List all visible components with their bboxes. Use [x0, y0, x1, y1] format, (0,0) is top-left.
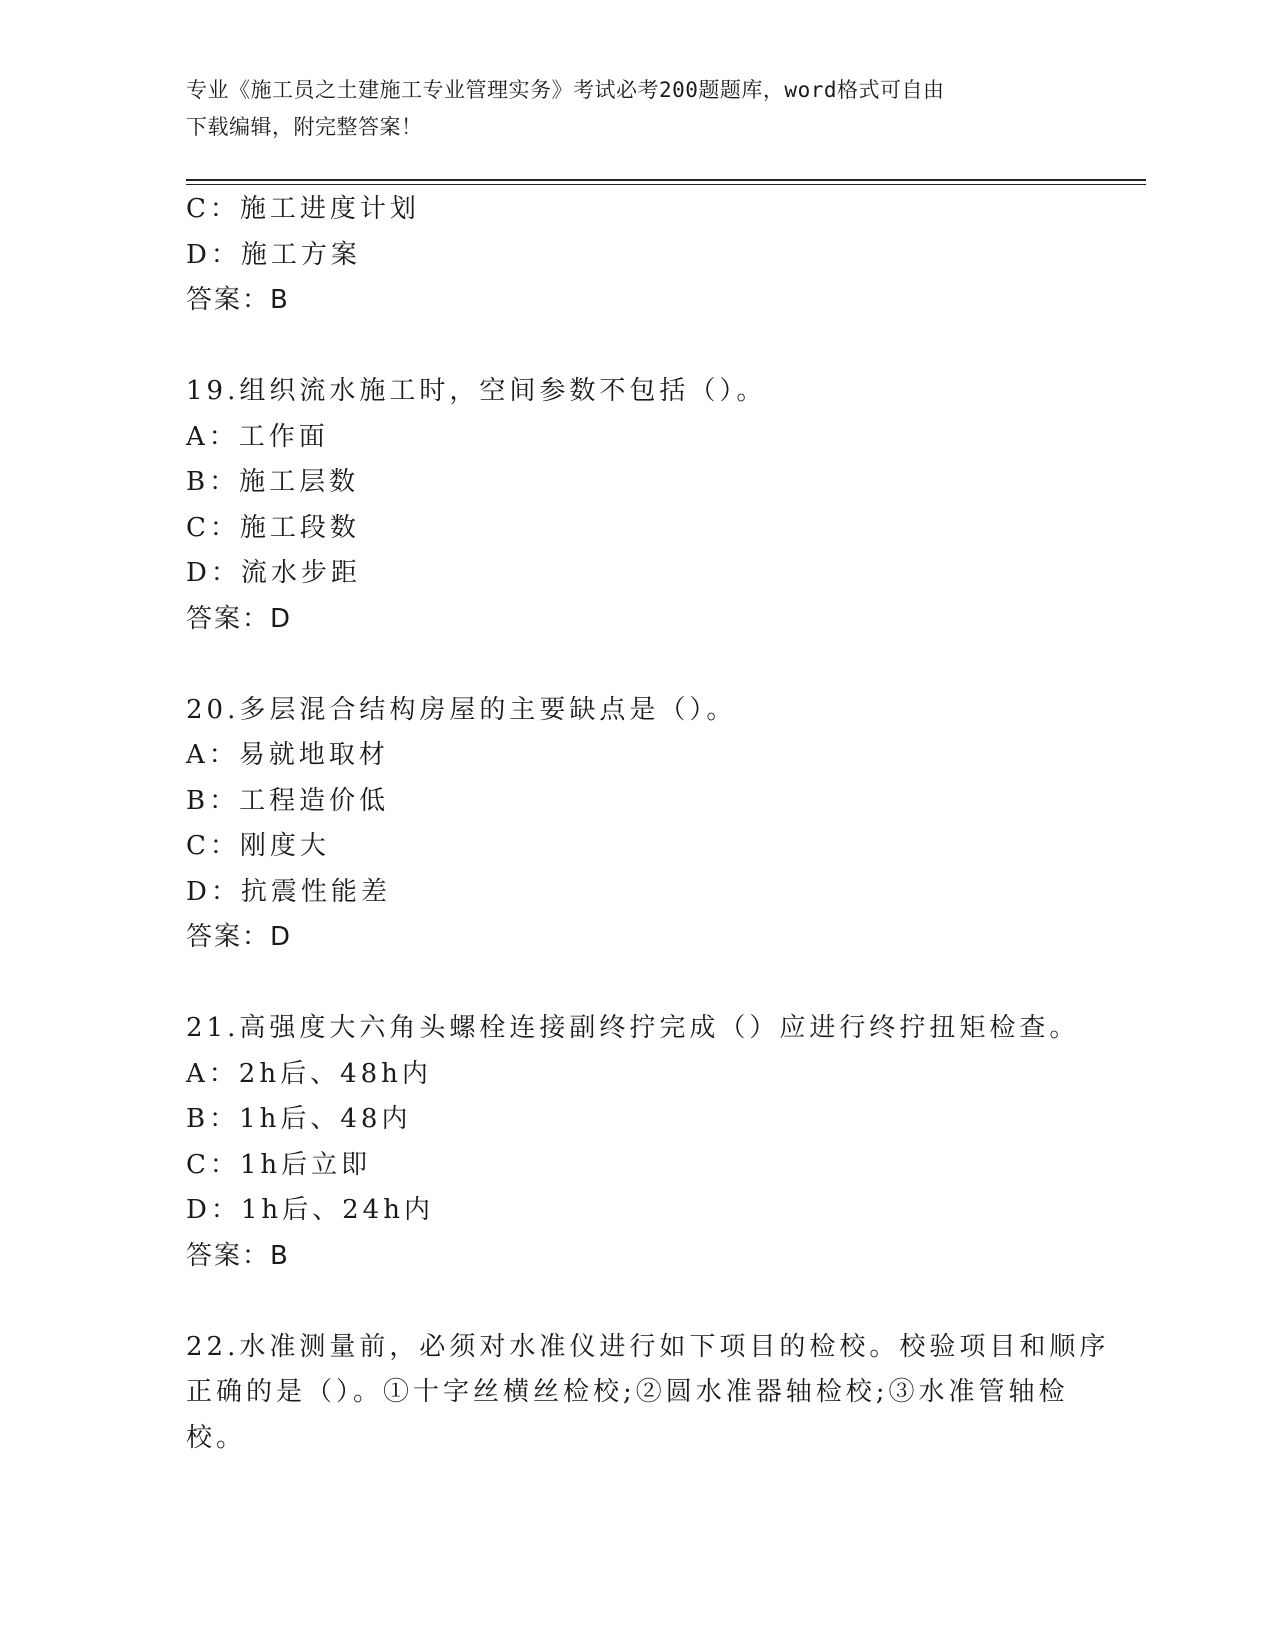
option-d: D：抗震性能差: [186, 876, 391, 907]
option-c: C：施工进度计划: [186, 194, 420, 224]
answer: 答案：B: [186, 1240, 290, 1271]
header-divider-thick: [186, 179, 1146, 181]
question-stem: 21.高强度大六角头螺栓连接副终拧完成（）应进行终拧扭矩检查。: [186, 1013, 1080, 1043]
spacer: [186, 642, 1086, 688]
answer: 答案：D: [186, 603, 293, 634]
question-list: [186, 187, 1110, 1461]
header-divider-thin: [186, 184, 1146, 185]
option-b: B：1h后、48内: [186, 1104, 412, 1134]
spacer: [186, 961, 1086, 1007]
option-b: B：施工层数: [186, 467, 360, 497]
option-c: C：刚度大: [186, 831, 330, 861]
answer: 答案：B: [186, 285, 290, 315]
option-c: C：1h后立即: [186, 1149, 372, 1180]
question-stem-line: 校。: [186, 1422, 247, 1453]
option-a: A：工作面: [186, 421, 329, 452]
spacer: [186, 1279, 1086, 1325]
header-line-2: 下载编辑，附完整答案！: [186, 115, 423, 139]
option-d: D：流水步距: [186, 558, 361, 588]
question-stem: 19.组织流水施工时，空间参数不包括（）。: [186, 376, 767, 406]
option-a: A：2h后、48h内: [186, 1058, 432, 1089]
document-header: [186, 72, 1076, 146]
option-b: B：工程造价低: [186, 785, 390, 816]
question-stem-line: 正确的是（）。①十字丝横丝检校;②圆水准器轴检校;③水准管轴检: [186, 1377, 1069, 1407]
option-a: A：易就地取材: [186, 740, 389, 770]
option-d: D：1h后、24h内: [186, 1195, 434, 1225]
option-c: C：施工段数: [186, 512, 360, 543]
spacer: [186, 324, 1086, 370]
header-line-1: 专业《施工员之土建施工专业管理实务》考试必考200题题库，word格式可自由: [186, 78, 945, 102]
question-stem-line: 22.水准测量前，必须对水准仪进行如下项目的检校。校验项目和顺序: [186, 1331, 1110, 1362]
option-d: D：施工方案: [186, 239, 361, 270]
answer: 答案：D: [186, 922, 293, 952]
question-stem: 20.多层混合结构房屋的主要缺点是（）。: [186, 694, 737, 725]
